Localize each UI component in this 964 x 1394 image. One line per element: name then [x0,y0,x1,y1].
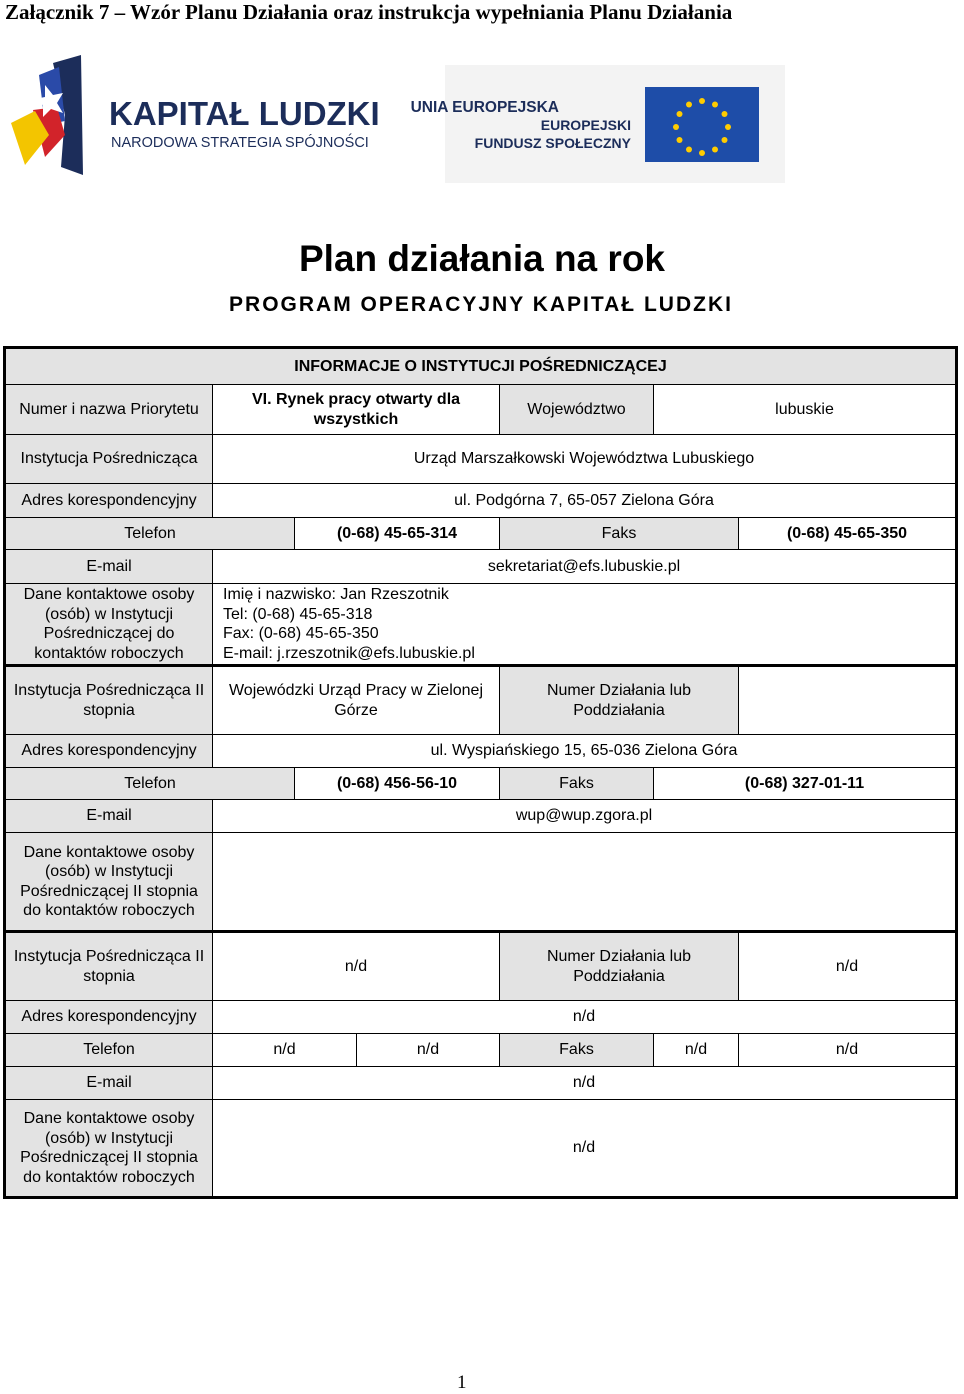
ip2b-address-label: Adres korespondencyjny [6,1001,213,1034]
ue-line2-text: EUROPEJSKI [540,117,631,133]
ip2-institution-label: Instytucja Pośrednicząca II stopnia [6,667,213,735]
ip2b-email-label: E-mail [6,1067,213,1100]
ip2-contact-label: Dane kontaktowe osoby (osób) w Instytucji Pośredniczącej II stopnia do kontaktów roboczych [6,833,213,933]
ip2b-address-value: n/d [213,1001,955,1034]
contact-value [213,584,955,667]
priority-value: VI. Rynek pracy otwarty dla wszystkich [213,385,500,435]
ip2-email-label: E-mail [6,800,213,833]
ip2b-phone-label: Telefon [6,1034,213,1067]
phone-value: (0-68) 45-65-314 [295,518,500,550]
priority-label: Numer i nazwa Priorytetu [6,385,213,435]
ip2-address-label: Adres korespondencyjny [6,735,213,768]
page-number: 1 [457,1372,467,1393]
ip2-phone-value: (0-68) 456-56-10 [295,768,500,800]
address-value: ul. Podgórna 7, 65-057 Zielona Góra [213,484,955,518]
email-value: sekretariat@efs.lubuskie.pl [213,550,955,584]
ip2b-institution-label: Instytucja Pośrednicząca II stopnia [6,933,213,1001]
ip2-contact-value [213,833,955,933]
ip2-phone-label: Telefon [6,768,295,800]
ip2b-measure-label: Numer Działania lub Poddziałania [500,933,739,1001]
page-title: Plan działania na rok [298,238,665,279]
ue-line1-text: UNIA EUROPEJSKA [410,99,559,116]
institution-label: Instytucja Pośrednicząca [6,435,213,484]
ip2b-contact-label: Dane kontaktowe osoby (osób) w Instytucji Pośredniczącej II stopnia do kontaktów roboczych [6,1100,213,1196]
ip2-fax-value: (0-68) 327-01-11 [654,768,955,800]
ip2b-institution-value: n/d [213,933,500,1001]
kl-subtitle-text: NARODOWA STRATEGIA SPÓJNOŚCI [111,135,369,151]
ip2b-phone-value-2: n/d [357,1034,500,1067]
fax-label: Faks [500,518,739,550]
ip2-email-value: wup@wup.zgora.pl [213,800,955,833]
ip2b-fax-value-1: n/d [654,1034,739,1067]
ip2-institution-value: Wojewódzki Urząd Pracy w Zielonej Górze [213,667,500,735]
ue-line3-text: FUNDUSZ SPOŁECZNY [474,135,631,151]
contact-line: E-mail: j.rzeszotnik@efs.lubuskie.pl [223,644,475,662]
kl-title-text: KAPITAŁ LUDZKI [109,95,380,132]
ip2b-fax-value-2: n/d [739,1034,955,1067]
ip2b-email-value: n/d [213,1067,955,1100]
document-header: Załącznik 7 – Wzór Planu Działania oraz instrukcja wypełniania Planu Działania [5,0,733,24]
email-label: E-mail [6,550,213,584]
eu-efs-logo [410,65,785,183]
ip2-measure-value [739,667,955,735]
contact-line: Tel: (0-68) 45-65-318 [223,605,373,623]
voivodeship-label: Województwo [500,385,654,435]
contact-line: Fax: (0-68) 45-65-350 [223,625,379,642]
institution-value: Urząd Marszałkowski Województwa Lubuskiego [213,435,955,484]
voivodeship-value: lubuskie [654,385,955,435]
ip2-fax-label: Faks [500,768,654,800]
institution-info-table [3,346,958,1199]
ip2-address-value: ul. Wyspiańskiego 15, 65-036 Zielona Góra [213,735,955,768]
contact-label: Dane kontaktowe osoby (osób) w Instytucji Pośredniczącej do kontaktów roboczych [6,584,213,667]
ip2b-contact-value: n/d [572,1139,596,1157]
ip2-measure-label: Numer Działania lub Poddziałania [500,667,739,735]
section-title: INFORMACJE O INSTYTUCJI POŚREDNICZĄCEJ [6,349,955,385]
page-subtitle: PROGRAM OPERACYJNY KAPITAŁ LUDZKI [229,293,733,316]
phone-label: Telefon [6,518,295,550]
contact-line: Imię i nazwisko: Jan Rzeszotnik [223,586,449,603]
ip2b-measure-value: n/d [739,933,955,1001]
fax-value: (0-68) 45-65-350 [739,518,955,550]
ip2b-fax-label: Faks [500,1034,654,1067]
kapital-ludzki-logo [5,55,405,180]
address-label: Adres korespondencyjny [6,484,213,518]
ip2b-phone-value-1: n/d [213,1034,357,1067]
